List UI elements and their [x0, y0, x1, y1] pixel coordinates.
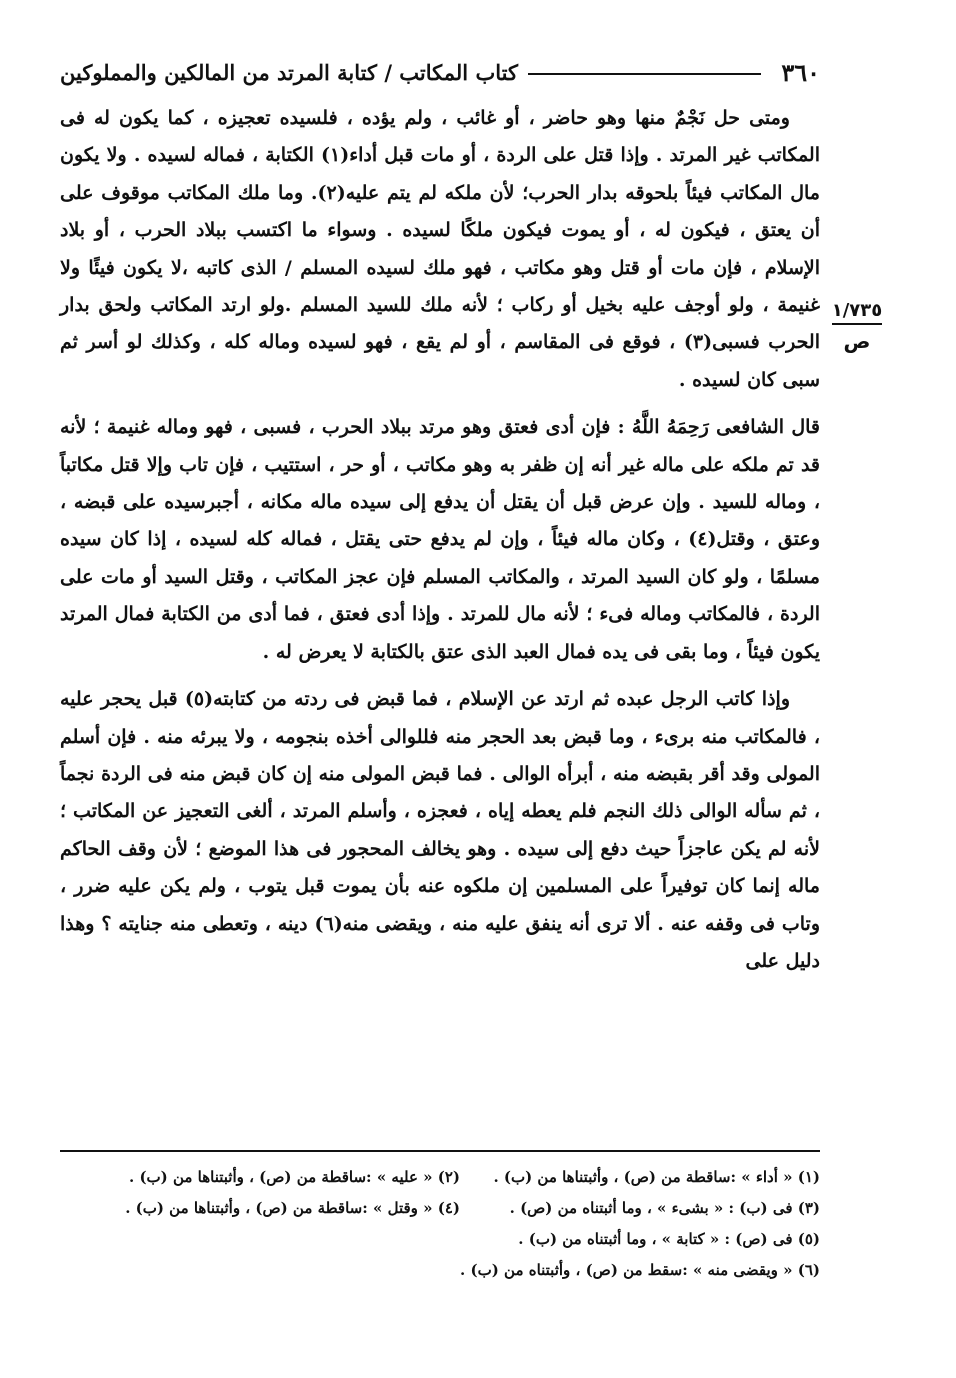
folio-number: ١/٧٣٥ [832, 300, 883, 325]
header-rule [528, 73, 761, 75]
footnote-separator [60, 1150, 820, 1152]
speaker-attribution: قال الشافعى رَحِمَهُ اللَّهُ [631, 416, 820, 439]
footnote: (٦) « ويقضى منه » :سقط من (ص) ، وأثبتناه من (ب) . [460, 1261, 820, 1279]
page-header [60, 52, 820, 92]
paragraph: وإذا كاتب الرجل عبده ثم ارتد عن الإسلام ، فما قبض فى ردته من كتابته(٥) قبل يحجر عليه ، فالمكاتب منه برىء ، وما قبض بعد الحجر منه فللوالى أخذه بنجومه ، ولا يبرئه منه . فإن أسلم المولى وقد أقر بقبضه منه ، أبرأه الوالى . فما قبض المولى منه إن كان قبض منه فى الردة نجماً ، ثم سأله الوالى ذلك النجم فلم يعطه إياه ، فعجزه ، وأسلم المرتد ، ألغى التعجيز عن المكاتب ؛ لأنه لم يكن عاجزاً حيث دفع إلى سيده . وهو يخالف المحجور فى هذا الموضع ؛ لأن وقف الحاكم ماله إنما كان توفيراً على المسلمين إن ملكوه عنه بأن يموت قبل يتوب ، ولم يكن عليه ضرر ، وتاب فى وقفه عنه . ألا ترى أنه ينفق عليه منه ، ويقضى منه(٦) دينه ، وتعطى منه جنايته ؟ وهذا دليل على [60, 688, 821, 972]
footnote-row [60, 1224, 820, 1255]
footnote: (٣) فى (ب) : « بشىء » ، وما أثبتناه من (ص) . [509, 1199, 820, 1217]
paragraph [60, 409, 820, 671]
footnote: (٤) « وقتل » :ساقطة من (ص) ، وأثبتناها من (ب) . [125, 1199, 460, 1217]
footnote-row [60, 1193, 820, 1224]
margin-folio-reference [822, 300, 892, 353]
main-text [60, 100, 820, 980]
footnote: (٥) فى (ص) : « كتابة » ، وما أثبتناه من (ب) . [518, 1230, 820, 1248]
footnote: (٢) « عليه » :ساقطة من (ص) ، وأثبتناها من (ب) . [129, 1168, 460, 1186]
running-title: كتاب المكاتب / كتابة المرتد من المالكين والمملوكين [60, 59, 518, 85]
footnotes [60, 1162, 820, 1286]
paragraph-text: : فإن أدى فعتق وهو مرتد ببلاد الحرب ، فسبى ، فهو وماله غنيمة ؛ لأنه قد تم ملكه على ماله غير أنه إن ظفر به وهو مكاتب ، أو حر ، استتيب ، فإن تاب وإلا قتل مكاتباً ، وماله للسيد . وإن عرض قبل أن يقتل أن يدفع إلى سيده ماله مكانه ، أجبرسيده على قبضه ، وعتق ، وقتل(٤) ، وكان ماله فيئاً ، وإن لم يدفع حتى يقتل ، فماله كله لسيده ، إذا كان سيده مسلمًا ، ولو كان السيد المرتد ، والمكاتب المسلم فإن عجز المكاتب ، وقتل السيد أو مات على الردة ، فالمكاتب وماله فىء ؛ لأنه مال للمرتد . وإذا أدى فعتق ، فما أدى من الكتابة فمال المرتد يكون فيئاً ، وما بقى فى يده فمال العبد الذى عتق بالكتابة لا يعرض له . [60, 416, 820, 663]
footnote-row [60, 1255, 820, 1286]
footnote: (١) « أداء » :ساقطة من (ص) ، وأثبتناها من (ب) . [493, 1168, 820, 1186]
footnote-row [60, 1162, 820, 1193]
paragraph: ومتى حل نَجْمٌ منها وهو حاضر ، أو غائب ، ولم يؤده ، فلسيده تعجيزه ، كما يكون له فى المكاتب غير المرتد . وإذا قتل على الردة ، أو مات قبل أداء(١) الكتابة ، فماله لسيده . ولا يكون مال المكاتب فيئاً بلحوقه بدار الحرب؛ لأن ملكه لم يتم عليه(٢). وما ملك المكاتب موقوف على أن يعتق ، فيكون له ، أو يموت فيكون ملكًا لسيده . وسواء ما اكتسب ببلاد الحرب ، أو بلاد الإسلام ، فإن مات أو قتل وهو مكاتب ، فهو ملك لسيده المسلم / الذى كاتبه ،لا يكون فيئًا ولا غنيمة ، ولو أوجف عليه بخيل أو ركاب ؛ لأنه ملك للسيد المسلم .ولو ارتد المكاتب ولحق بدار الحرب فسبى(٣) ، فوقع فى المقاسم ، أو لم يقع ، فهو لسيده وماله كله ، وكذلك لو أسر ثم سبى كان لسيده . [60, 107, 820, 391]
page-number: ٣٦٠ [781, 57, 820, 87]
manuscript-siglum: ص [843, 329, 871, 353]
